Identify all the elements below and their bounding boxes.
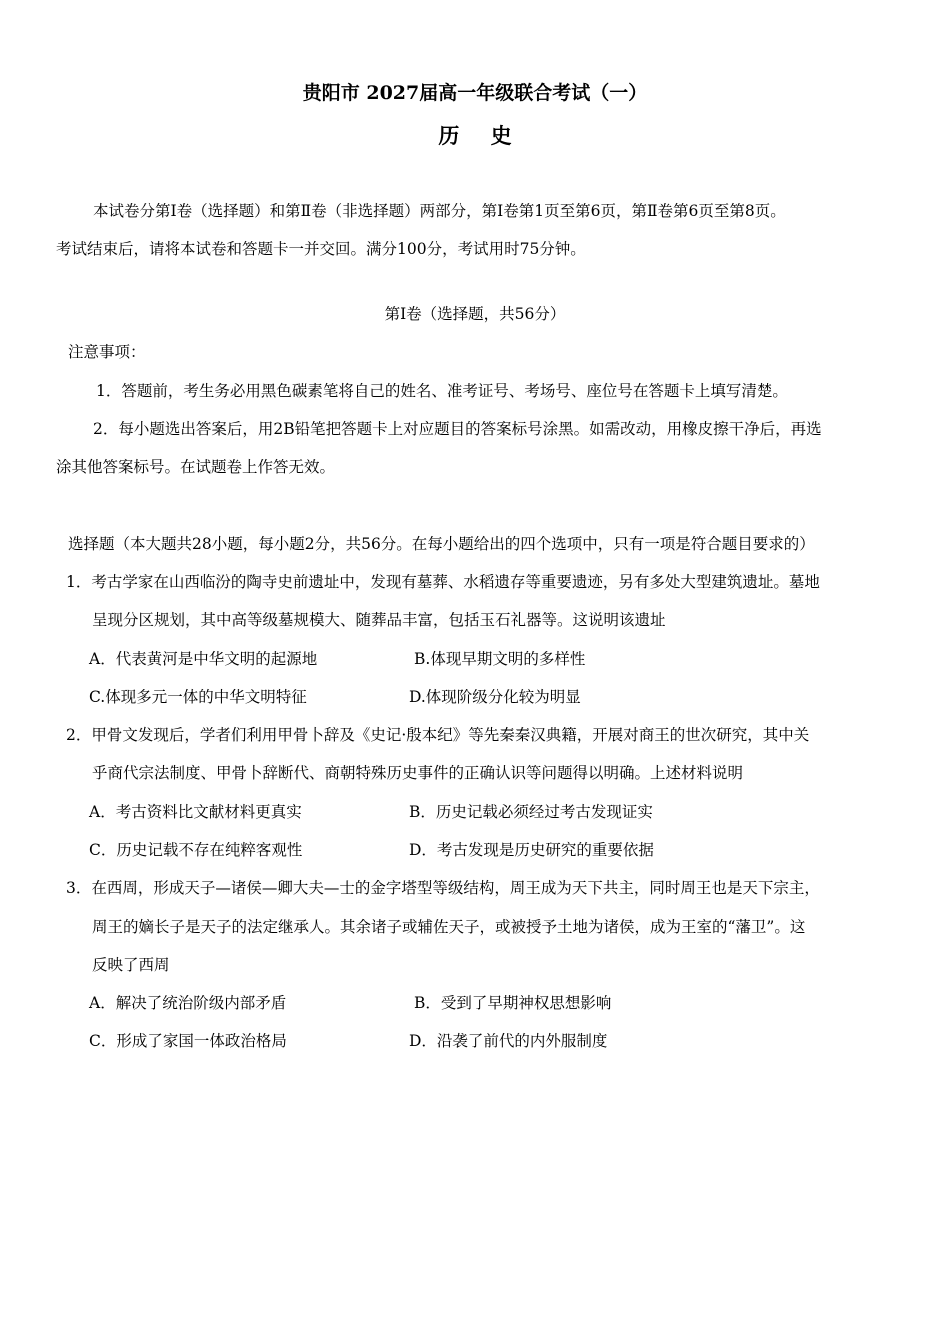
question-1-option-d: D.体现阶级分化较为明显 — [409, 688, 581, 706]
question-3-option-a: A．解决了统治阶级内部矛盾 — [89, 994, 287, 1012]
part1-title: 第Ⅰ卷（选择题，共56分） — [384, 305, 566, 323]
question-1-stem-line-2: 呈现分区规划，其中高等级墓规模大、随葬品丰富，包括玉石礼器等。这说明该遗址 — [92, 611, 666, 629]
exam-title: 贵阳市 2027届高一年级联合考试（一） — [302, 82, 648, 104]
question-1-stem-line-1: 1．考古学家在山西临汾的陶寺史前遗址中，发现有墓葬、水稻遗存等重要遗迹，另有多处大型建筑遗址。墓地 — [66, 573, 820, 591]
notice-heading: 注意事项： — [68, 343, 146, 361]
question-2-option-b: B．历史记载必须经过考古发现证实 — [409, 803, 653, 821]
question-3-stem-line-2: 周王的嫡长子是天子的法定继承人。其余诸子或辅佐天子，或被授予土地为诸侯，成为王室的“藩卫”。这 — [92, 918, 806, 936]
question-2-option-d: D．考古发现是历史研究的重要依据 — [409, 841, 654, 859]
question-1-option-b: B.体现早期文明的多样性 — [414, 650, 586, 668]
notice-item-1: 1．答题前，考生务必用黑色碳素笔将自己的姓名、准考证号、考场号、座位号在答题卡上填写清楚。 — [96, 382, 788, 400]
question-3-stem-line-1: 3．在西周，形成天子—诸侯—卿大夫—士的金字塔型等级结构，周王成为天下共主，同时周王也是天下宗主， — [66, 879, 820, 897]
section-intro: 选择题（本大题共28小题，每小题2分，共56分。在每小题给出的四个选项中，只有一项是符合题目要求的） — [68, 535, 815, 553]
question-2-option-c: C．历史记载不存在纯粹客观性 — [89, 841, 303, 859]
question-2-stem-line-1: 2．甲骨文发现后，学者们利用甲骨卜辞及《史记·殷本纪》等先秦秦汉典籍，开展对商王的世次研究，其中关 — [66, 726, 810, 744]
question-3-option-d: D．沿袭了前代的内外服制度 — [409, 1032, 608, 1050]
notice-item-2-line-1: 2．每小题选出答案后，用2B铅笔把答题卡上对应题目的答案标号涂黑。如需改动，用橡皮擦干净后，再选 — [93, 420, 822, 438]
intro-line-2: 考试结束后，请将本试卷和答题卡一并交回。满分100分，考试用时75分钟。 — [56, 240, 586, 258]
question-3-option-b: B．受到了早期神权思想影响 — [414, 994, 612, 1012]
question-1-option-a: A．代表黄河是中华文明的起源地 — [89, 650, 318, 668]
intro-line-1: 本试卷分第Ⅰ卷（选择题）和第Ⅱ卷（非选择题）两部分，第Ⅰ卷第1页至第6页，第Ⅱ卷第6页至第8页。 — [93, 202, 786, 220]
question-1-option-c: C.体现多元一体的中华文明特征 — [89, 688, 307, 706]
question-2-stem-line-2: 乎商代宗法制度、甲骨卜辞断代、商朝特殊历史事件的正确认识等问题得以明确。上述材料说明 — [92, 764, 744, 782]
notice-item-2-line-2: 涂其他答案标号。在试题卷上作答无效。 — [56, 458, 336, 476]
question-2-option-a: A．考古资料比文献材料更真实 — [89, 803, 302, 821]
question-3-stem-line-3: 反映了西周 — [92, 956, 170, 974]
subject-title: 历 史 — [438, 123, 524, 148]
question-3-option-c: C．形成了家国一体政治格局 — [89, 1032, 287, 1050]
